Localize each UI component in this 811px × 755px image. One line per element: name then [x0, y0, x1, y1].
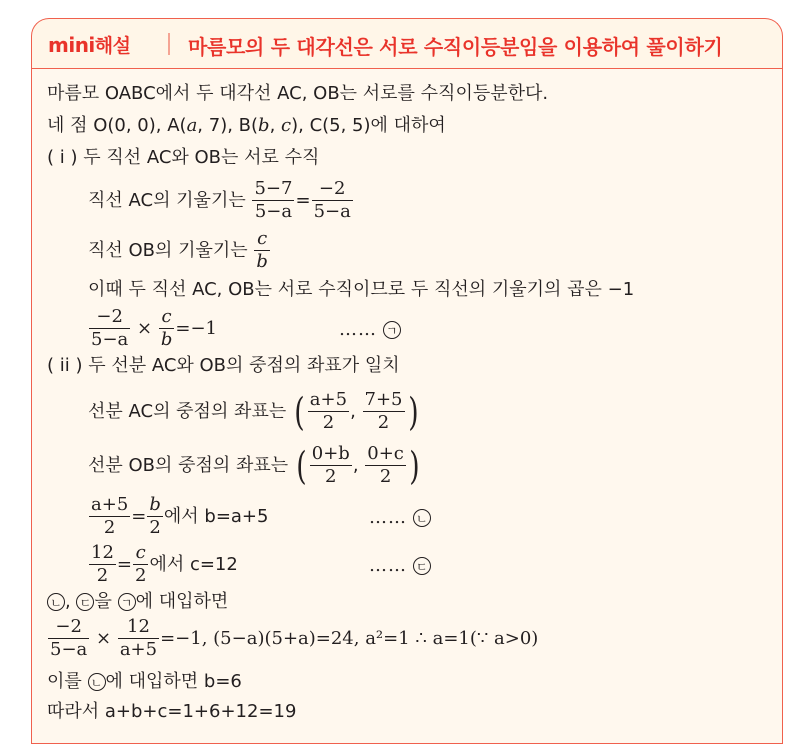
l11-f2-den: 2	[149, 517, 161, 538]
l14-rest: =−1, (5−a)(5+a)=24, a²=1 ∴ a=1(∵ a>0)	[160, 628, 539, 649]
l14-f2-num: 12	[118, 618, 159, 639]
l15-prefix: 이를	[47, 671, 82, 692]
l4-prefix: 직선 AC의 기울기는	[88, 190, 246, 211]
l5-num: c	[254, 230, 270, 251]
solution-body	[31, 68, 783, 744]
fraction	[147, 496, 163, 538]
line-12: $\frac{12}{2}$ = $\frac{c}{2}$ 에서 c=12	[91, 542, 238, 586]
line-14	[47, 615, 538, 663]
fraction	[254, 230, 270, 272]
l2-c: c	[281, 115, 292, 136]
line-11-marker	[369, 509, 431, 527]
line-13	[47, 593, 228, 611]
l9-f1-num: a+5	[309, 389, 348, 411]
l5-prefix: 직선 OB의 기울기는	[88, 240, 248, 261]
l2-mid1: , 7), B(	[197, 115, 259, 136]
open-paren: (	[294, 390, 305, 434]
line-10: 선분 OB의 중점의 좌표는 ( $\frac{0+b}{2}$ , $\frac{0+c}{2}$ )	[88, 443, 420, 488]
l12-circled-mark: ㄷ	[413, 557, 431, 575]
l2-a: a	[186, 115, 198, 136]
l7-times: ×	[137, 318, 153, 339]
badge-haesul-text: 해설	[94, 35, 131, 57]
open-paren: (	[296, 444, 307, 488]
line-9: 선분 AC의 중점의 좌표는 ( $\frac{a+5}{2}$ , $\frac{7+5}{2}$ )	[88, 389, 419, 434]
l4-f2-num: −2	[312, 180, 353, 201]
l2-prefix: 네 점 O(0, 0), A(	[47, 115, 187, 136]
close-paren: )	[409, 444, 420, 488]
line-7-marker	[339, 321, 401, 339]
l4-f1-num: 5−7	[254, 178, 293, 200]
l7-circled-mark: ㄱ	[383, 321, 401, 339]
l13-text2: 을	[94, 591, 112, 612]
l13-text1: ,	[65, 591, 71, 612]
l13-mark-1: ㄴ	[47, 593, 65, 611]
line-6: 이때 두 직선 AC, OB는 서로 수직이므로 두 직선의 기울기의 곱은 −1	[88, 279, 635, 300]
l9-prefix: 선분 AC의 중점의 좌표는	[88, 401, 287, 422]
l10-f1-den: 2	[325, 466, 337, 487]
fraction	[308, 391, 349, 433]
fraction	[48, 618, 89, 660]
l12-f2-den: 2	[135, 565, 147, 586]
l7-dots: ……	[339, 319, 377, 340]
l12-dots: ……	[369, 555, 407, 576]
l10-prefix: 선분 OB의 중점의 좌표는	[88, 455, 289, 476]
fraction	[89, 496, 130, 538]
fraction	[159, 308, 175, 350]
fraction	[365, 445, 406, 487]
l14-times: ×	[96, 628, 112, 649]
l7-rest: =−1	[175, 318, 217, 339]
l9-f1-den: 2	[322, 412, 335, 433]
l15-rest: 에 대입하면 b=6	[105, 671, 242, 692]
l9-f2-den: 2	[377, 412, 390, 433]
fraction	[89, 308, 130, 350]
l2-mid2: ,	[269, 115, 282, 136]
close-paren: )	[407, 390, 419, 434]
l7-f1-num: −2	[89, 308, 130, 329]
line-7	[88, 305, 217, 353]
l7-f2-num: c	[159, 308, 175, 329]
line-4: 직선 AC의 기울기는 $\frac{5-7}{5-a}$ = $\frac{-2}{5-a}$	[88, 178, 351, 222]
l13-mark-3: ㄱ	[118, 593, 136, 611]
l11-dots: ……	[369, 507, 407, 528]
line-2	[47, 117, 446, 135]
header-divider	[168, 33, 170, 55]
l13-mark-2: ㄷ	[76, 593, 94, 611]
l7-f1-den: 5−a	[91, 329, 129, 350]
fraction	[310, 445, 352, 487]
badge-mini-text: mini	[48, 33, 95, 57]
l11-f2-num: b	[149, 494, 161, 516]
fraction	[89, 544, 116, 586]
l12-f2-num: c	[133, 544, 148, 565]
line-3: ( i ) 두 직선 AC와 OB는 서로 수직	[47, 147, 320, 168]
fraction	[312, 180, 353, 222]
l12-f1-num: 12	[91, 542, 114, 564]
mini-solution-badge	[48, 31, 131, 58]
l4-f1-den: 5−a	[254, 201, 293, 222]
l11-circled-mark: ㄴ	[413, 509, 431, 527]
l4-f2-den: 5−a	[313, 201, 351, 222]
l14-f1-num: −2	[48, 618, 89, 639]
fraction	[252, 180, 294, 222]
l15-circled-mark: ㄴ	[88, 673, 106, 691]
l10-f2-den: 2	[379, 466, 392, 487]
fraction	[118, 618, 159, 660]
line-1: 마름모 OABC에서 두 대각선 AC, OB는 서로를 수직이등분한다.	[47, 83, 549, 104]
fraction	[133, 544, 148, 586]
l11-f1-num: a+5	[91, 494, 129, 516]
line-12-marker	[369, 557, 431, 575]
l14-f2-den: a+5	[119, 639, 158, 660]
line-5	[88, 227, 271, 275]
header-title: 마름모의 두 대각선은 서로 수직이등분임을 이용하여 풀이하기	[188, 35, 723, 59]
l12-rest: 에서 c=12	[149, 554, 238, 575]
line-8: ( ii ) 두 선분 AC와 OB의 중점의 좌표가 일치	[47, 355, 400, 376]
fraction	[363, 391, 405, 433]
l14-f1-den: 5−a	[50, 639, 88, 660]
line-16: 따라서 a+b+c=1+6+12=19	[47, 701, 297, 722]
line-11: $\frac{a+5}{2}$ = $\frac{b}{2}$ 에서 b=a+5	[91, 494, 269, 538]
l5-den: b	[256, 251, 268, 272]
l2-suffix: ), C(5, 5)에 대하여	[291, 115, 446, 136]
l10-f2-num: 0+c	[367, 443, 404, 465]
l11-f1-den: 2	[103, 517, 116, 538]
l2-b: b	[258, 115, 270, 136]
l11-rest: 에서 b=a+5	[163, 506, 269, 527]
l10-f1-num: 0+b	[311, 443, 350, 465]
solution-header	[31, 18, 783, 68]
l13-text3: 에 대입하면	[135, 591, 229, 612]
line-15	[47, 673, 242, 691]
l12-f1-den: 2	[96, 565, 109, 586]
l9-f2-num: 7+5	[364, 389, 403, 411]
l7-f2-den: b	[160, 329, 173, 350]
